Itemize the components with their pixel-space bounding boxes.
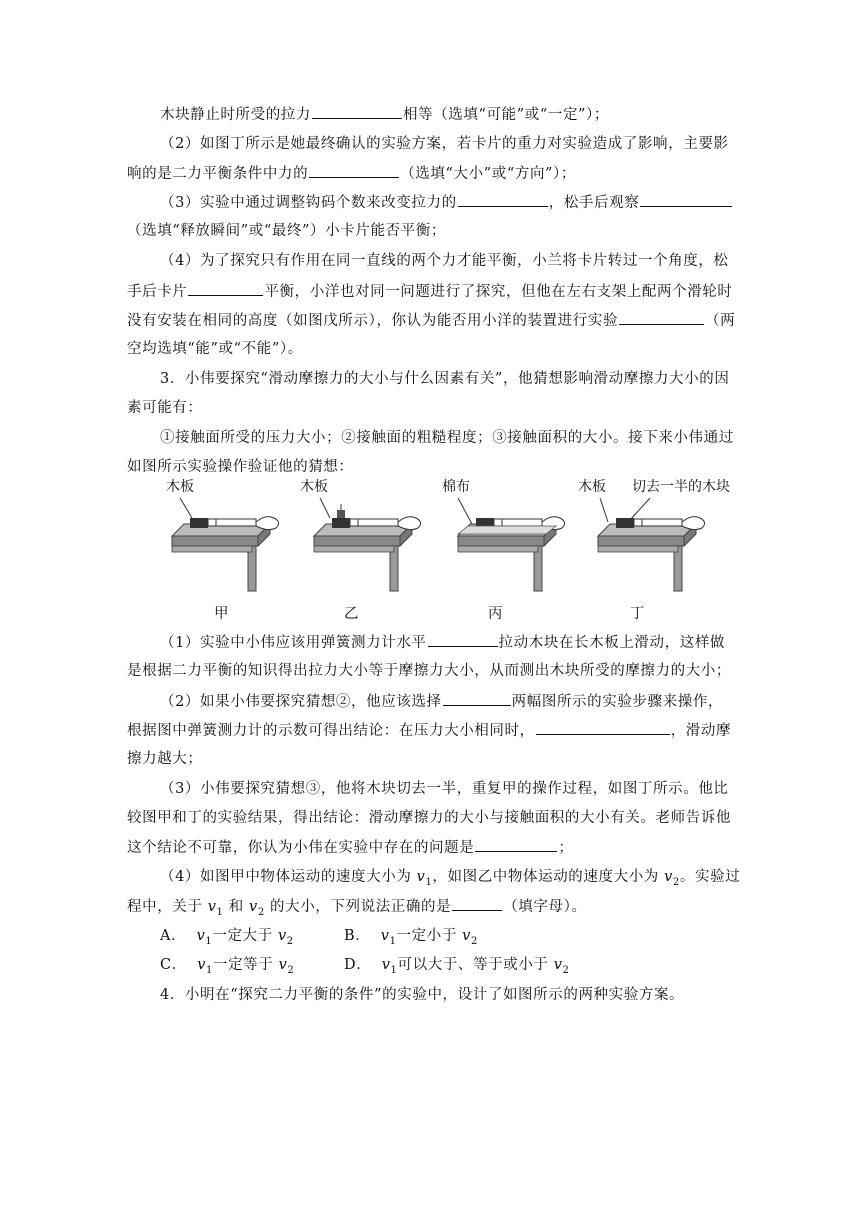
cotton-cloth [458, 526, 556, 534]
text: 两幅图所示的实验步骤来操作， [511, 694, 724, 710]
text: 这个结论不可靠，你认为小伟在实验中存在的问题是 [127, 840, 475, 856]
answer-blank [475, 837, 557, 852]
answer-blank [309, 163, 399, 178]
text-line: 擦力越大； [127, 751, 203, 767]
text: （选填“大小”或“方向”）； [400, 166, 577, 182]
answer-blank [428, 632, 498, 647]
answer-blank [536, 720, 670, 735]
text-line: 如图所示实验操作验证他的猜想： [127, 459, 354, 475]
answer-blank [458, 192, 548, 207]
math-var: v [197, 957, 207, 973]
text-line [127, 720, 731, 741]
math-sub: 1 [389, 935, 397, 947]
option-b [344, 926, 478, 952]
text-line: 空均选填“能”或“不能”）。 [127, 341, 303, 357]
text: （4）如图甲中物体运动的速度大小为 [160, 869, 417, 885]
text: 相等（选填“可能”或“一定”）； [403, 107, 610, 123]
math-var: v [207, 899, 217, 915]
option-text: 可以大于、等于或小于 [397, 957, 554, 973]
math-sub: 1 [205, 935, 213, 947]
math-var: v [553, 957, 563, 973]
math-var: v [249, 899, 258, 915]
math-sub: 2 [286, 935, 294, 947]
text: 木块静止时所受的拉力 [160, 107, 311, 123]
apparatus-unit [598, 517, 705, 591]
experiment-figure [160, 479, 740, 624]
text: ，松手后观察 [548, 195, 640, 211]
option-letter: A． [160, 928, 187, 944]
apparatus-unit [172, 517, 279, 591]
text: 根据图中弹簧测力计的示数可得出结论：在压力大小相同时， [127, 723, 535, 739]
text: 。实验过 [679, 869, 741, 885]
figure-label: 木板 [300, 479, 328, 495]
math-sub: 1 [390, 964, 398, 976]
answer-blank [443, 691, 511, 706]
question-3-line: 3．小伟要探究“滑动摩擦力的大小与什么因素有关”，他猜想影响滑动摩擦力大小的因 [160, 371, 730, 387]
text: 响的是二力平衡条件中力的 [127, 166, 309, 182]
question-4-line: 4．小明在“探究二力平衡的条件”的实验中，设计了如图所示的两种实验方案。 [160, 987, 685, 1003]
option-c [160, 955, 294, 981]
text: （3）实验中通过调整钩码个数来改变拉力的 [160, 195, 457, 211]
text: （2）如果小伟要探究猜想②，他应该选择 [160, 694, 442, 710]
text-line [160, 632, 725, 653]
answer-blank [312, 104, 402, 119]
text-line [160, 867, 740, 893]
figure-label: 木板 [166, 479, 194, 495]
text-line: （4）为了探究只有作用在同一直线的两个力才能平衡，小兰将卡片转过一个角度，松 [160, 253, 729, 269]
pointer-line [458, 498, 472, 524]
text: （两 [705, 313, 736, 329]
figure-caption: 丙 [488, 606, 503, 622]
math-sub: 2 [672, 876, 680, 888]
math-sub: 2 [470, 935, 478, 947]
option-text: 一定小于 [396, 928, 463, 944]
text-line [127, 896, 587, 923]
text-line [127, 163, 576, 184]
math-sub: 2 [562, 964, 570, 976]
math-var: v [462, 928, 471, 944]
math-sub: 2 [257, 906, 265, 918]
text: 的大小，下列说法正确的是 [264, 899, 452, 915]
figure-caption: 乙 [344, 606, 359, 622]
text-line [160, 192, 733, 213]
option-a [160, 926, 294, 952]
pointer-line [630, 498, 650, 520]
option-letter: B． [344, 928, 371, 944]
text: （1）实验中小伟应该用弹簧测力计水平 [160, 635, 427, 651]
option-letter: D． [344, 957, 372, 973]
text: ； [558, 840, 574, 856]
answer-blank [452, 896, 502, 911]
option-d [344, 955, 570, 981]
text-line: （2）如图丁所示是她最终确认的实验方案，若卡片的重力对实验造成了影响，主要影 [160, 136, 729, 152]
text: 没有安装在相同的高度（如图戊所示），你认为能否用小洋的装置进行实验 [127, 313, 619, 329]
math-var: v [277, 928, 287, 944]
math-var: v [380, 928, 390, 944]
text: （填字母）。 [503, 899, 587, 915]
answer-blank [188, 281, 263, 296]
text-line: 素可能有： [127, 400, 203, 416]
answer-blank [640, 192, 732, 207]
text-line: 较图甲和丁的实验结果，得出结论：滑动摩擦力的大小与接触面积的大小有关。老师告诉他 [127, 810, 731, 826]
text: 拉动木块在长木板上滑动，这样做 [498, 635, 726, 651]
answer-blank [619, 310, 704, 325]
pointer-line [320, 498, 330, 518]
option-letter: C． [160, 957, 187, 973]
text-line [127, 837, 573, 858]
figure-caption: 丁 [630, 606, 645, 622]
weight [337, 510, 345, 518]
text-line: （选填“释放瞬间”或“最终”）小卡片能否平衡； [127, 223, 446, 239]
option-text: 一定等于 [212, 957, 279, 973]
math-sub: 2 [287, 964, 295, 976]
figure-caption: 甲 [214, 606, 229, 622]
text-line [127, 310, 735, 331]
figure-label: 木板 [578, 479, 606, 495]
math-sub: 1 [216, 906, 224, 918]
text: 平衡，小洋也对同一问题进行了探究，但他在左右支架上配两个滑轮时 [264, 284, 733, 300]
text: 手后卡片 [127, 284, 188, 300]
text: ，如图乙中物体运动的速度大小为 [432, 869, 665, 885]
apparatus-unit [314, 517, 421, 591]
math-var: v [416, 869, 426, 885]
figure-label: 棉布 [442, 479, 470, 495]
figure-label: 切去一半的木块 [632, 479, 730, 495]
pointer-line [600, 498, 608, 522]
text: 和 [223, 899, 250, 915]
text-line: 是根据二力平衡的知识得出拉力大小等于摩擦力大小，从而测出木块所受的摩擦力的大小； [127, 663, 731, 679]
apparatus-illustration [160, 484, 740, 594]
text: 程中，关于 [127, 899, 208, 915]
math-var: v [278, 957, 288, 973]
option-text: 一定大于 [212, 928, 278, 944]
text: ，滑动摩 [670, 723, 732, 739]
pointer-line [180, 498, 192, 518]
text-line: ①接触面所受的压力大小；②接触面的粗糙程度；③接触面积的大小。接下来小伟通过 [160, 430, 734, 446]
text-line [127, 281, 733, 302]
text-line: （3）小伟要探究猜想③，他将木块切去一半，重复甲的操作过程，如图丁所示。他比 [160, 781, 729, 797]
text-line [160, 104, 609, 125]
math-var: v [381, 957, 391, 973]
math-var: v [196, 928, 206, 944]
math-var: v [664, 869, 673, 885]
text-line [160, 691, 723, 712]
math-sub: 1 [425, 876, 433, 888]
math-sub: 1 [206, 964, 213, 976]
